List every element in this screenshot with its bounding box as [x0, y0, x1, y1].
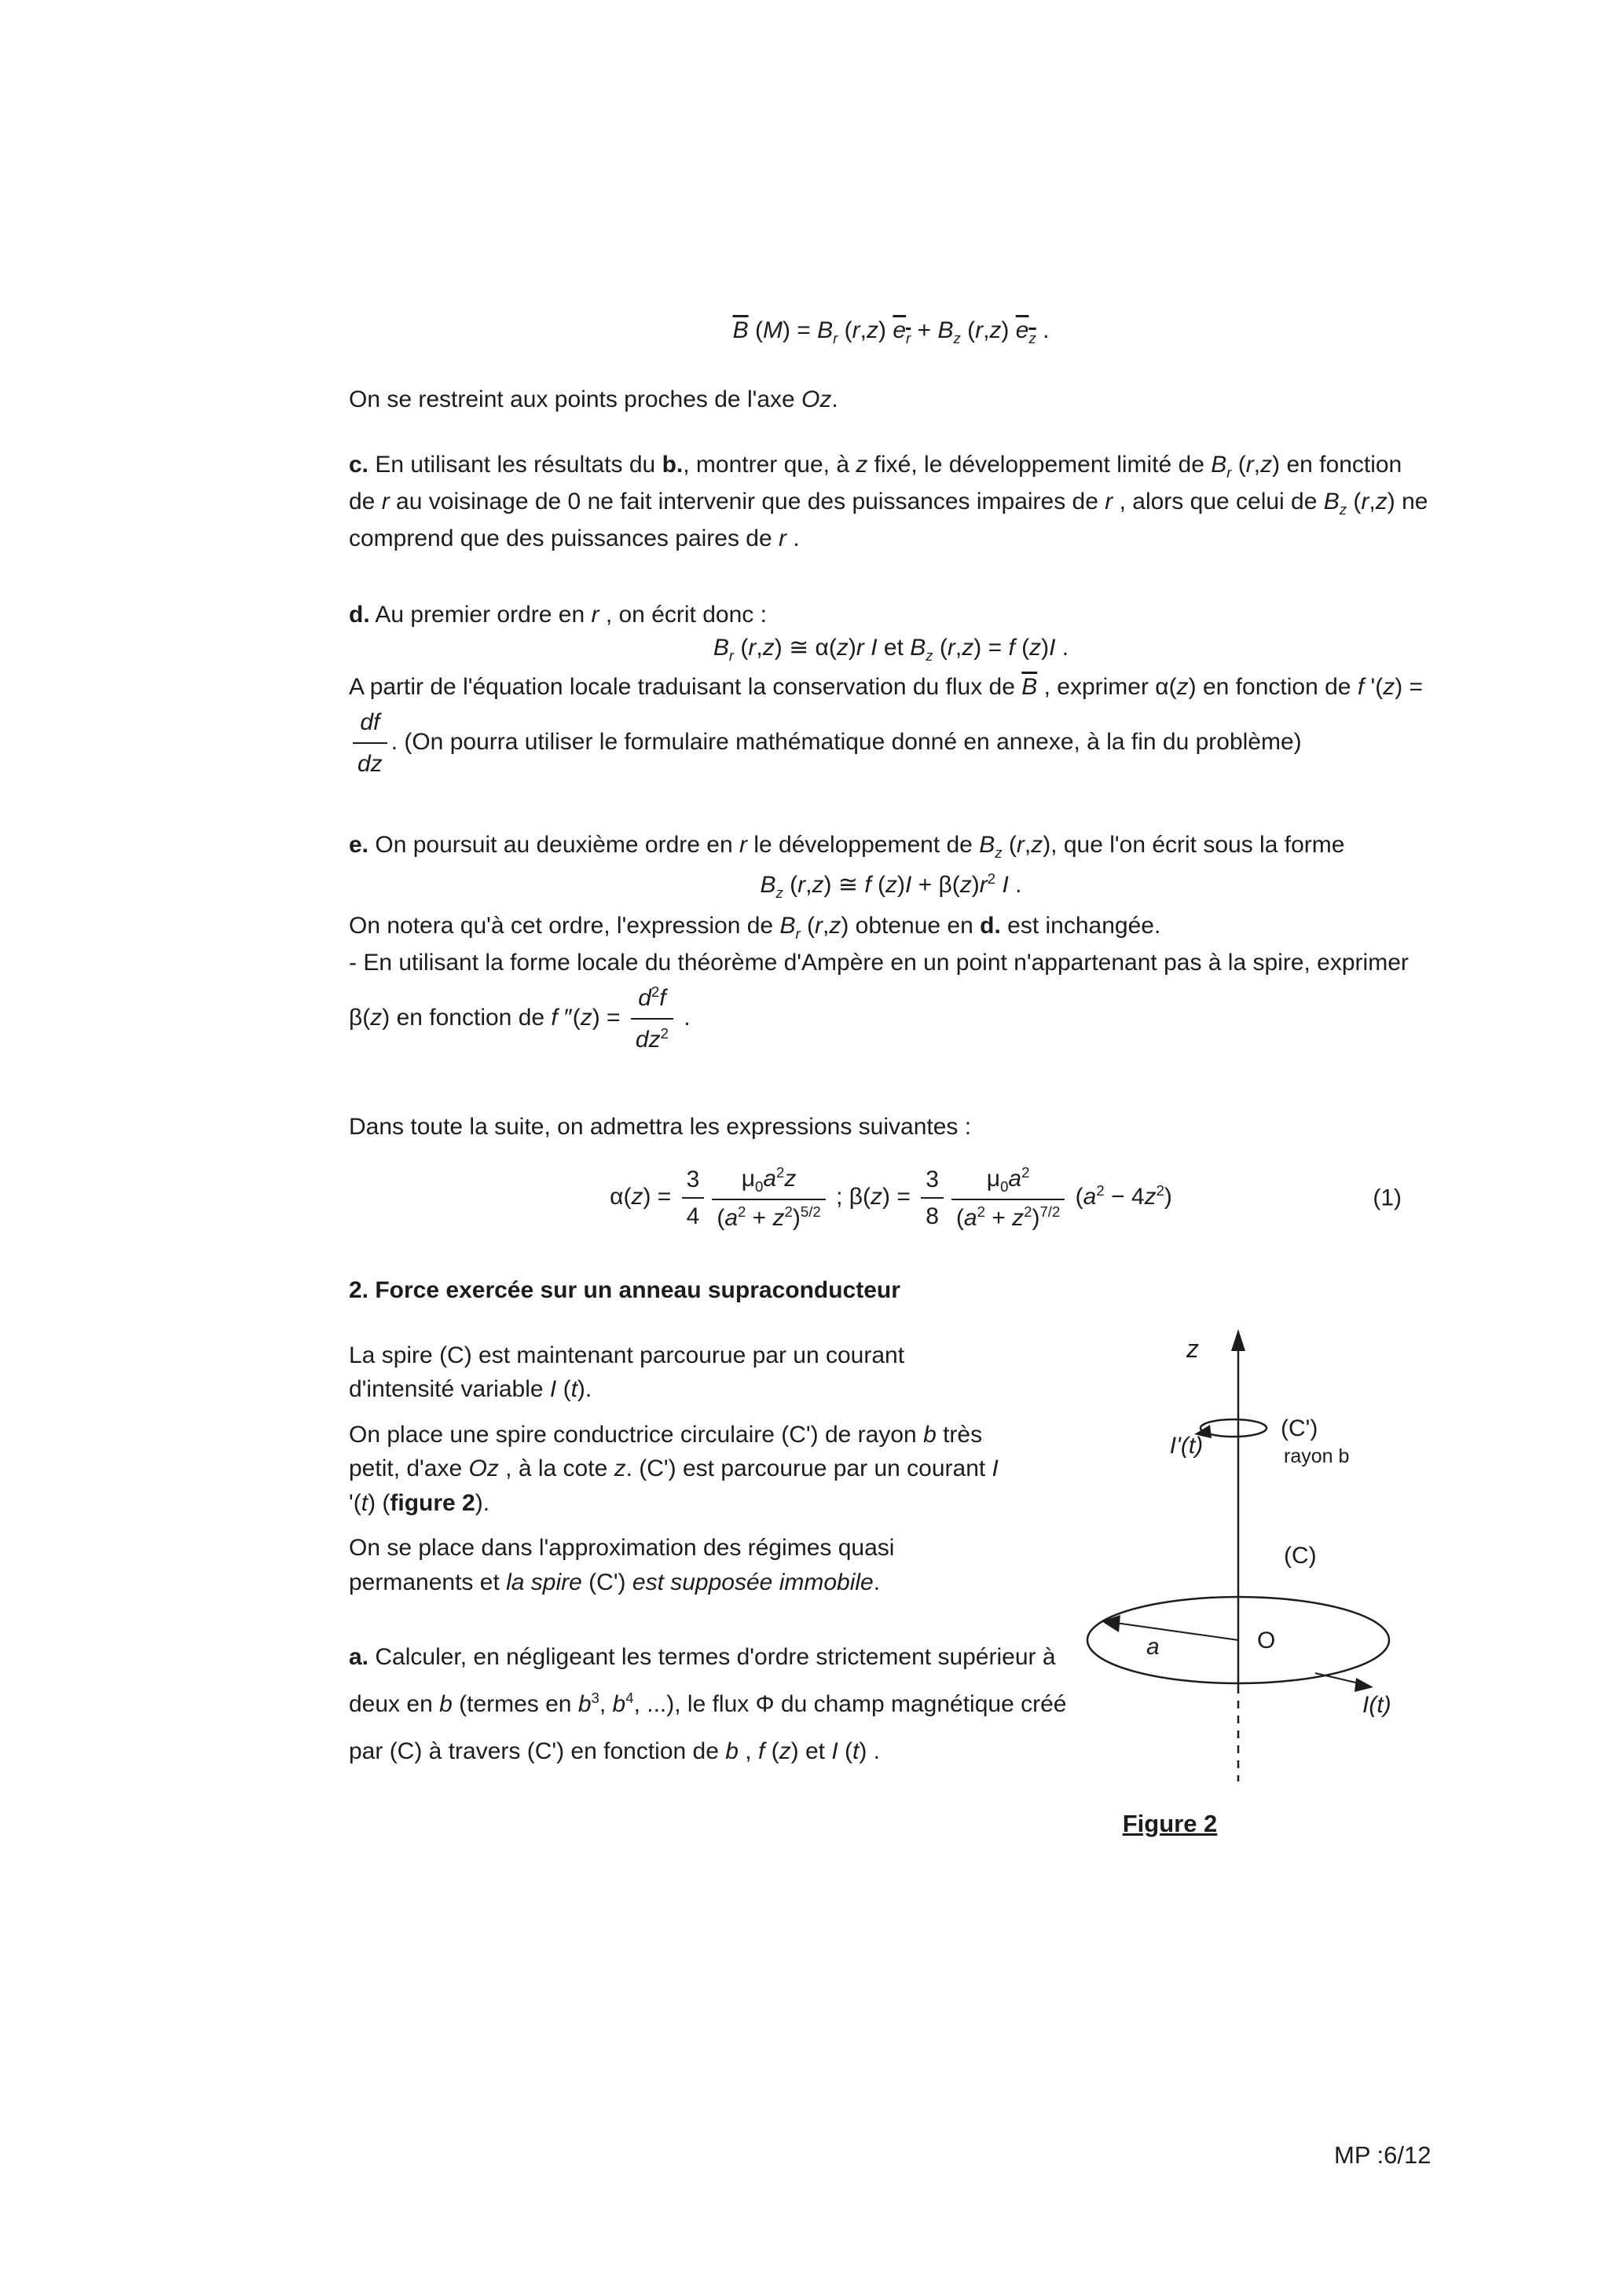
- section-2-paragraph-3: On se place dans l'approximation des régimes quasi permanents et la spire (C') est supposée immobile.: [349, 1535, 895, 1595]
- loop-c-label: (C): [1284, 1542, 1317, 1569]
- section-2-paragraph-1: La spire (C) est maintenant parcourue par un courant d'intensité variable I (t).: [349, 1342, 905, 1403]
- radius-a-arrow-line: [1116, 1623, 1238, 1640]
- text-and-figure-row: [349, 1334, 1622, 1837]
- loop-c-prime-label: (C'): [1281, 1415, 1318, 1441]
- figure-2-container: [1103, 1334, 1622, 1837]
- paragraph-restriction-axis: On se restreint aux points proches de l'axe Oz.: [349, 386, 838, 412]
- question-e-intro: e. On poursuit au deuxième ordre en r le développement de $B_z$ (r,z), que l'on écrit sous la forme: [349, 831, 1345, 861]
- figure-2-diagram: [1032, 1310, 1472, 1813]
- question-d-intro: d. Au premier ordre en r , on écrit donc :: [349, 601, 767, 628]
- page-number: MP :6/12: [1334, 2141, 1432, 2169]
- equation-1-number: (1): [1373, 1185, 1402, 1211]
- main-text-column: [349, 317, 1433, 1837]
- equation-first-order: $B_r$ (r,z) ≅ α(z)r I et $B_z$ (r,z) = f (z)I .: [713, 634, 1069, 664]
- section-2-text-column: [349, 1338, 1103, 1776]
- question-d-text: A partir de l'équation locale traduisant la conservation du flux de $\overline{B}$ , exprimer α(z) en fonction de f '(z) = $\frac{df}{dz}$ . (On pourra utiliser le formulaire mathématique donné en annexe, à la fin du problème): [349, 673, 1424, 777]
- current-i-arrow-line: [1315, 1673, 1362, 1684]
- question-c: c. En utilisant les résultats du b., montrer que, à z fixé, le développement limité de $B_r$ (r,z) en fonction de r au voisinage de 0 ne fait intervenir que des puissances impaires de r , alors que celui de $B_z$ (r,z) ne comprend que des puissances paires de r .: [349, 452, 1428, 551]
- radius-a-label: a: [1146, 1633, 1160, 1660]
- section-2-paragraph-2: On place une spire conductrice circulaire (C') de rayon b très petit, d'axe Oz , à la cote z. (C') est parcourue par un courant I '(t) (figure 2).: [349, 1421, 999, 1516]
- current-i-prime-label: I'(t): [1169, 1432, 1204, 1459]
- z-axis-arrowhead-icon: [1231, 1329, 1245, 1351]
- equation-field-decomposition: $\overline{B}$ $(M) = B_r$ (r,z) $e_r + B_z$ (r,z) $e_z$ .: [732, 317, 1050, 346]
- equation-1-alpha-beta: [349, 1163, 1433, 1233]
- paragraph-admitted-expressions: Dans toute la suite, on admettra les expressions suivantes :: [349, 1113, 972, 1140]
- question-e-text: - En utilisant la forme locale du théorème d'Ampère en un point n'appartenant pas à la spire, exprimer β(z) en fonction de f ″(z) = $\frac{d^2f}{dz^2}$ .: [349, 949, 1409, 1053]
- question-a: a. Calculer, en négligeant les termes d'ordre strictement supérieur à deux en b (termes en $b^3$, $b^4$, ...), le flux Φ du champ magnétique créé par (C) à travers (C') en fonction de b , f (z) et I (t) .: [349, 1644, 1067, 1765]
- equation-1-body: α(z) = $\frac{3}{4}$ $\frac{\mu_0a^2z}{(a^2 + z^2)^{5/2}}$ ; β(z) = $\frac{3}{8}$ $\frac{\mu_0a^2}{(a^2 + z^2)^{7/2}}$ $(a^2 - 4z^2)$: [610, 1163, 1172, 1231]
- center-o-label: O: [1257, 1627, 1276, 1653]
- current-i-label: I(t): [1362, 1691, 1391, 1718]
- equation-second-order: $B_z$ (r,z) ≅ f $(z)I + \beta(z)r^2$ I .: [760, 870, 1022, 901]
- current-i-arrowhead-icon: [1355, 1678, 1373, 1692]
- question-e-note: On notera qu'à cet ordre, l'expression de $B_r$ (r,z) obtenue en d. est inchangée.: [349, 912, 1161, 942]
- section-2-title: 2. Force exercée sur un anneau supraconducteur: [349, 1276, 900, 1303]
- figure-2-caption: Figure 2: [1122, 1809, 1218, 1837]
- loop-c-prime-radius-label: rayon b: [1284, 1445, 1350, 1467]
- z-axis-label: z: [1186, 1334, 1199, 1363]
